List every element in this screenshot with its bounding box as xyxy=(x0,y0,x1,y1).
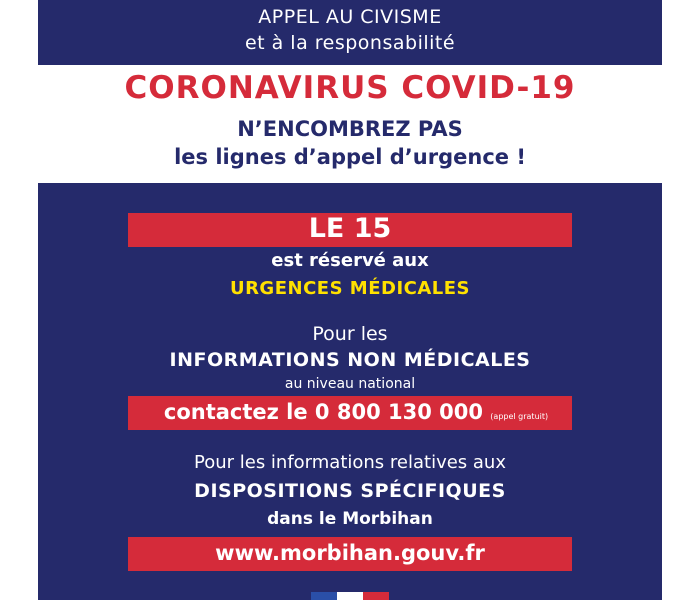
contact-note: (appel gratuit) xyxy=(490,412,549,421)
header-line-2: et à la responsabilité xyxy=(244,32,456,54)
covid-poster xyxy=(38,0,662,600)
header-line-1: APPEL AU CIVISME xyxy=(258,6,442,28)
info-intro: Pour les xyxy=(312,323,388,345)
website-link[interactable]: www.morbihan.gouv.fr xyxy=(215,541,485,565)
local-topic: DISPOSITIONS SPÉCIFIQUES xyxy=(194,480,506,502)
local-intro: Pour les informations relatives aux xyxy=(193,452,506,473)
marianne-flag-icon xyxy=(311,592,389,600)
subtitle-line-1: N’ENCOMBREZ PAS xyxy=(237,117,463,141)
emergency-number-label: LE 15 xyxy=(308,213,392,244)
local-region: dans le Morbihan xyxy=(267,509,433,529)
headline: CORONAVIRUS COVID-19 xyxy=(124,70,576,106)
contact-phone-text: contactez le 0 800 130 000 xyxy=(163,400,483,424)
subtitle-line-2: les lignes d’appel d’urgence ! xyxy=(174,145,526,169)
info-topic: INFORMATIONS NON MÉDICALES xyxy=(169,349,531,371)
contact-line xyxy=(44,400,662,424)
emergency-urgent-text: URGENCES MÉDICALES xyxy=(229,278,471,299)
info-scope: au niveau national xyxy=(284,376,416,392)
emergency-reserved-text: est réservé aux xyxy=(271,250,429,271)
